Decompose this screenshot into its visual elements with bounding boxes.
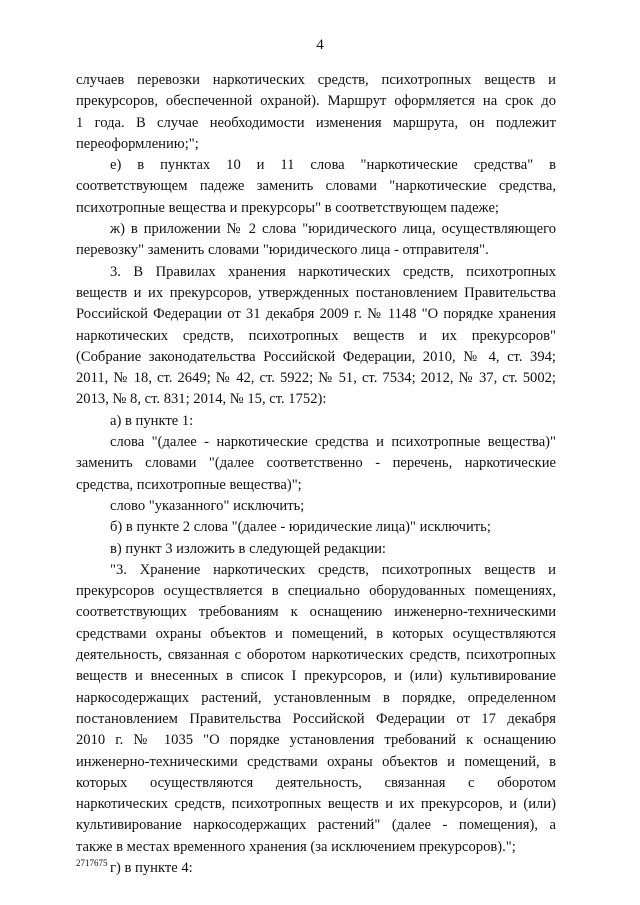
- text-line: которых осуществляются деятельность, связанная с оборотом: [76, 774, 556, 791]
- text-line: слова "(далее - наркотические средства и психотропные вещества)": [110, 434, 556, 451]
- text-line: прекурсоров осуществляется в специально оборудованных помещениях,: [76, 583, 556, 600]
- text-line: "3. Хранение наркотических средств, психотропных веществ и: [110, 561, 556, 578]
- text-line: 2010 г. № 1035 "О порядке установления требований к оснащению: [76, 732, 556, 749]
- text-line: наркотических средств, психотропных веществ и их прекурсоров": [76, 327, 556, 344]
- text-line: деятельность, связанная с оборотом наркотических средств, психотропных: [76, 647, 556, 664]
- text-line: 2013, № 8, ст. 831; 2014, № 15, ст. 1752):: [76, 391, 327, 408]
- text-line: соответствующих требованиям к оснащению инженерно-техническими: [76, 604, 556, 621]
- text-line: е) в пунктах 10 и 11 слова "наркотические средства" в: [110, 157, 556, 174]
- text-line: постановлением Правительства Российской Федерации от 17 декабря: [76, 710, 556, 727]
- text-line: 2011, № 18, ст. 2649; № 42, ст. 5922; № 51, ст. 7534; 2012, № 37, ст. 5002;: [76, 370, 556, 387]
- text-line: соответствующем падеже заменить словами "наркотические средства,: [76, 178, 556, 195]
- text-line: Российской Федерации от 31 декабря 2009 г. № 1148 "О порядке хранения: [76, 306, 556, 323]
- text-line: также в местах временного хранения (за исключением прекурсоров).";: [76, 838, 516, 855]
- text-line: переоформлению;";: [76, 135, 199, 152]
- text-line: 1 года. В случае необходимости изменения маршрута, он подлежит: [76, 114, 556, 131]
- text-line: в) пункт 3 изложить в следующей редакции:: [110, 540, 386, 557]
- text-line: перевозку" заменить словами "юридического лица - отправителя".: [76, 242, 489, 259]
- body-text: [76, 70, 556, 879]
- text-line: г) в пункте 4:: [110, 859, 193, 876]
- text-line: психотропные вещества и прекурсоры" в соответствующем падеже;: [76, 199, 499, 216]
- text-line: средства, психотропные вещества)";: [76, 476, 302, 493]
- text-line: а) в пункте 1:: [110, 412, 194, 429]
- text-line: наркосодержащих растений, установленным в порядке, определенном: [76, 689, 556, 706]
- text-line: культивирование наркосодержащих растений" (далее - помещения), а: [76, 817, 556, 834]
- document-code: 2717675: [76, 858, 108, 868]
- text-line: б) в пункте 2 слова "(далее - юридические лица)" исключить;: [110, 519, 491, 536]
- text-line: веществ и их прекурсоров, утвержденных постановлением Правительства: [76, 284, 556, 301]
- text-line: ж) в приложении № 2 слова "юридического лица, осуществляющего: [110, 221, 556, 238]
- text-line: средствами охраны объектов и помещений, в которых осуществляются: [76, 625, 556, 642]
- text-line: прекурсоров, обеспеченной охраной). Маршрут оформляется на срок до: [76, 93, 556, 110]
- text-line: случаев перевозки наркотических средств, психотропных веществ и: [76, 72, 556, 88]
- text-line: (Собрание законодательства Российской Федерации, 2010, № 4, ст. 394;: [76, 348, 556, 365]
- text-line: инженерно-техническими средствами охраны объектов и помещений, в: [76, 753, 556, 770]
- text-line: слово "указанного" исключить;: [110, 497, 305, 514]
- text-line: наркотических средств, психотропных веществ и их прекурсоров, и (или): [76, 796, 556, 813]
- page-number: 4: [316, 37, 324, 53]
- text-line: заменить словами "(далее соответственно - перечень, наркотические: [76, 455, 556, 472]
- text-line: 3. В Правилах хранения наркотических средств, психотропных: [110, 263, 556, 280]
- text-line: веществ и внесенных в список I прекурсоров, и (или) культивирование: [76, 668, 556, 685]
